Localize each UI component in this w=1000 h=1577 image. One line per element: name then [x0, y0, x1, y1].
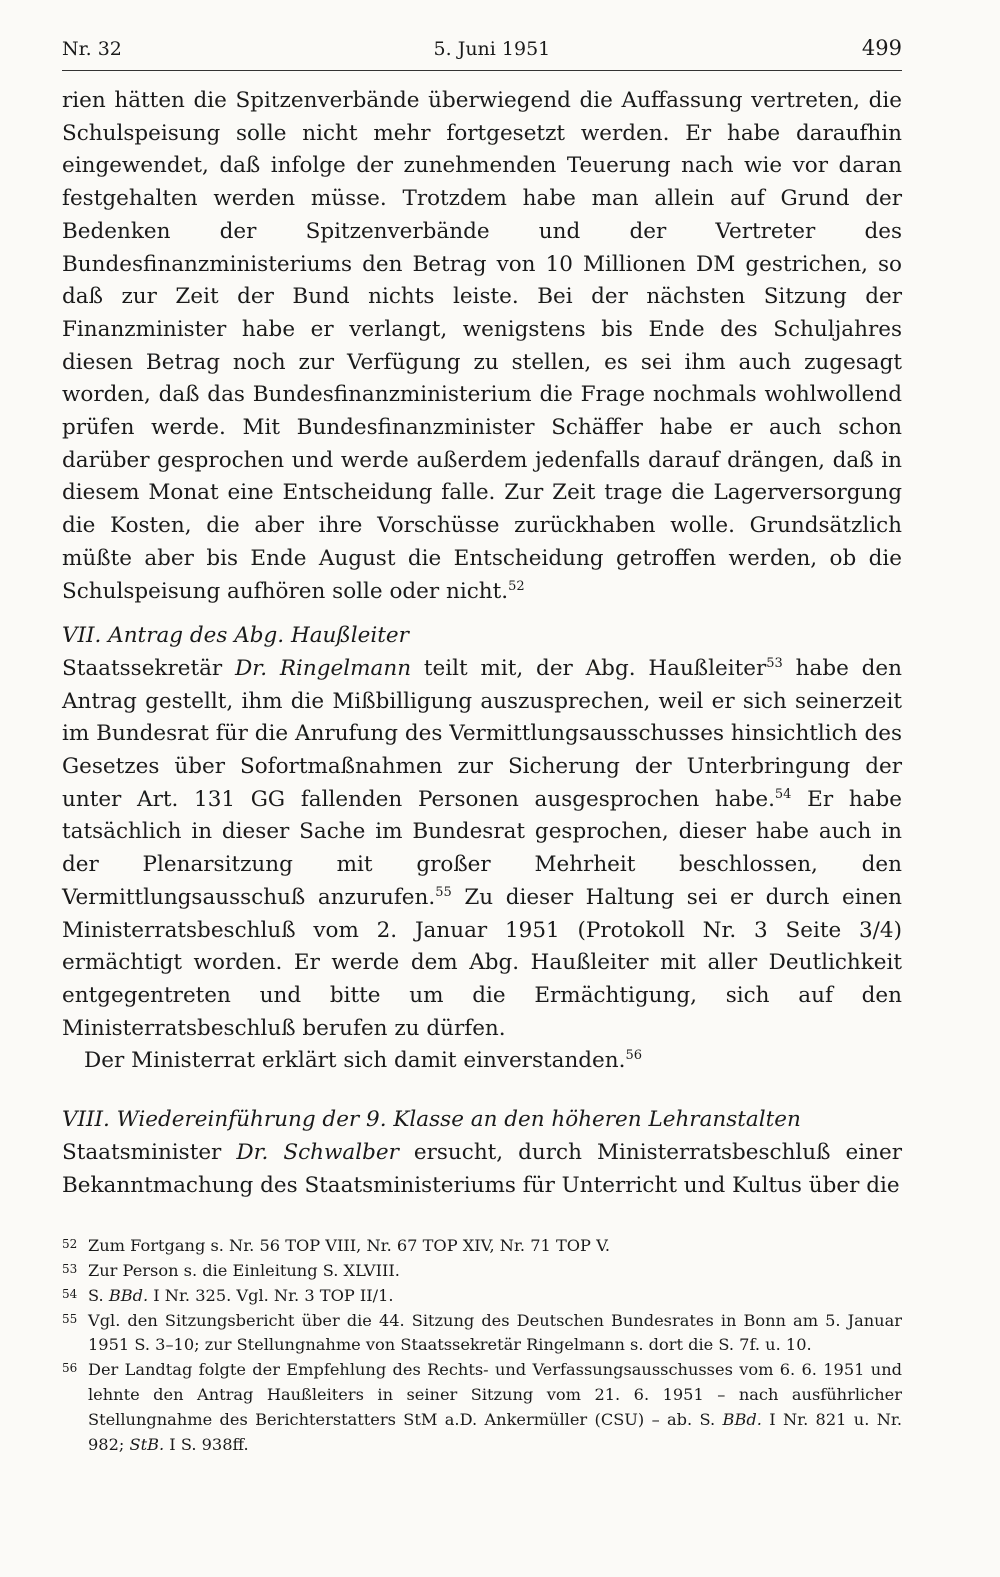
- running-header: [62, 36, 902, 71]
- footnotes: [62, 1234, 902, 1457]
- footnote-54: [62, 1284, 902, 1309]
- footnote-55: [62, 1309, 902, 1359]
- footnote-ref-56[interactable]: 56: [625, 1048, 643, 1064]
- footnote-number: 54: [62, 1286, 78, 1301]
- page-number: 499: [861, 36, 902, 60]
- section-heading-vii: VII. Antrag des Abg. Haußleiter: [62, 623, 409, 649]
- paragraph-decision: Der Ministerrat erklärt sich damit einverstanden.$^{56}$: [84, 1048, 643, 1074]
- paragraph-school-meals: rien hätten die Spitzenverbände überwiegend die Auffassung vertreten, die Schulspeisung solle nicht mehr fortgesetzt werden. Er habe daraufhin eingewendet, daß infolge der zunehmenden Teuerung nach wie vor daran festgehalten werden müsse. Trotzdem habe man allein auf Grund der Bedenken der Spitzenverbände und der Vertreter des Bundesfinanzministeriums den Betrag von 10 Millionen DM gestrichen, so daß zur Zeit der Bund nichts leiste. Bei der nächsten Sitzung der Finanzminister habe er verlangt, wenigstens bis Ende des Schuljahres diesen Betrag noch zur Verfügung zu stellen, es sei ihm auch zugesagt worden, daß das Bundesfinanzministerium die Frage nochmals wohlwollend prüfen werde. Mit Bundesfinanzminister Schäffer habe er auch schon darüber gesprochen und werde außerdem jedenfalls darauf drängen, daß in diesem Monat eine Entscheidung falle. Zur Zeit trage die Lagerversorgung die Kosten, die aber ihre Vorschüsse zurückhaben wolle. Grundsätzlich müßte aber bis Ende August die Entscheidung getroffen werden, ob die Schulspeisung aufhören solle oder nicht.$^{52}$: [62, 88, 902, 604]
- footnote-text: Der Landtag folgte der Empfehlung des Rechts- und Verfassungsausschusses vom 6. 6. 1951 und lehnte den Antrag Haußleiters in seiner Sitzung vom 21. 6. 1951 – nach ausführlicher Stellungnahme des Berichterstatters StM a.D. Ankermüller (CSU) – ab. S. BBd. I Nr. 821 u. Nr. 982; StB. I S. 938ff.: [88, 1360, 902, 1454]
- paragraph-haussleiter: Staatssekretär Dr. Ringelmann teilt mit, der Abg. Haußleiter$^{53}$ habe den Antrag gestellt, ihm die Mißbilligung auszusprechen, weil er sich seinerzeit im Bundesrat für die Anrufung des Vermittlungsausschusses hinsichtlich des Gesetzes über Sofortmaßnahmen zur Sicherung der Unterbringung der unter Art. 131 GG fallenden Personen ausgesprochen habe.$^{54}$ Er habe tatsächlich in dieser Sache im Bundesrat gesprochen, dieser habe auch in der Plenarsitzung mit großer Mehrheit beschlossen, den Vermittlungsausschuß anzurufen.$^{55}$ Zu dieser Haltung sei er durch einen Ministerratsbeschluß vom 2. Januar 1951 (Protokoll Nr. 3 Seite 3/4) ermächtigt worden. Er werde dem Abg. Haußleiter mit aller Deutlichkeit entgegentreten und bitte um die Ermächtigung, sich auf den Ministerratsbeschluß berufen zu dürfen.: [62, 655, 902, 1041]
- header-issue: Nr. 32: [62, 38, 122, 60]
- speaker-name: Dr. Ringelmann: [235, 655, 412, 681]
- footnote-text: S. BBd. I Nr. 325. Vgl. Nr. 3 TOP II/1.: [88, 1285, 394, 1305]
- footnote-text: Zum Fortgang s. Nr. 56 TOP VIII, Nr. 67 TOP XIV, Nr. 71 TOP V.: [88, 1236, 611, 1256]
- footnote-text: Vgl. den Sitzungsbericht über die 44. Sitzung des Deutschen Bundesrates in Bonn am 5. Januar 1951 S. 3–10; zur Stellungnahme von Staatssekretär Ringelmann s. dort die S. 7f. u. 10.: [88, 1310, 902, 1355]
- footnote-56: [62, 1358, 902, 1457]
- footnote-number: 55: [62, 1311, 78, 1326]
- footnote-ref-55[interactable]: 55: [435, 884, 452, 900]
- section-heading-viii: VIII. Wiedereinführung der 9. Klasse an den höheren Lehranstalten: [62, 1107, 801, 1133]
- footnote-number: 52: [62, 1237, 78, 1252]
- footnote-ref-53[interactable]: 53: [766, 655, 783, 671]
- footnote-text: Zur Person s. die Einleitung S. XLVIII.: [88, 1261, 400, 1280]
- header-date: 5. Juni 1951: [433, 38, 551, 60]
- footnote-53: [62, 1259, 902, 1284]
- document-page: [62, 36, 902, 1457]
- speaker-name: Dr. Schwalber: [236, 1139, 399, 1165]
- footnote-52: [62, 1234, 902, 1259]
- paragraph-ninth-grade: Staatsminister Dr. Schwalber ersucht, durch Ministerratsbeschluß einer Bekanntmachung des Staatsministeriums für Unterricht und Kultus über die: [62, 1139, 902, 1198]
- footnote-ref-54[interactable]: 54: [774, 786, 792, 802]
- main-text: [62, 85, 902, 1202]
- footnote-number: 53: [62, 1262, 78, 1276]
- footnote-number: 56: [62, 1361, 78, 1376]
- footnote-ref-52[interactable]: 52: [508, 578, 525, 594]
